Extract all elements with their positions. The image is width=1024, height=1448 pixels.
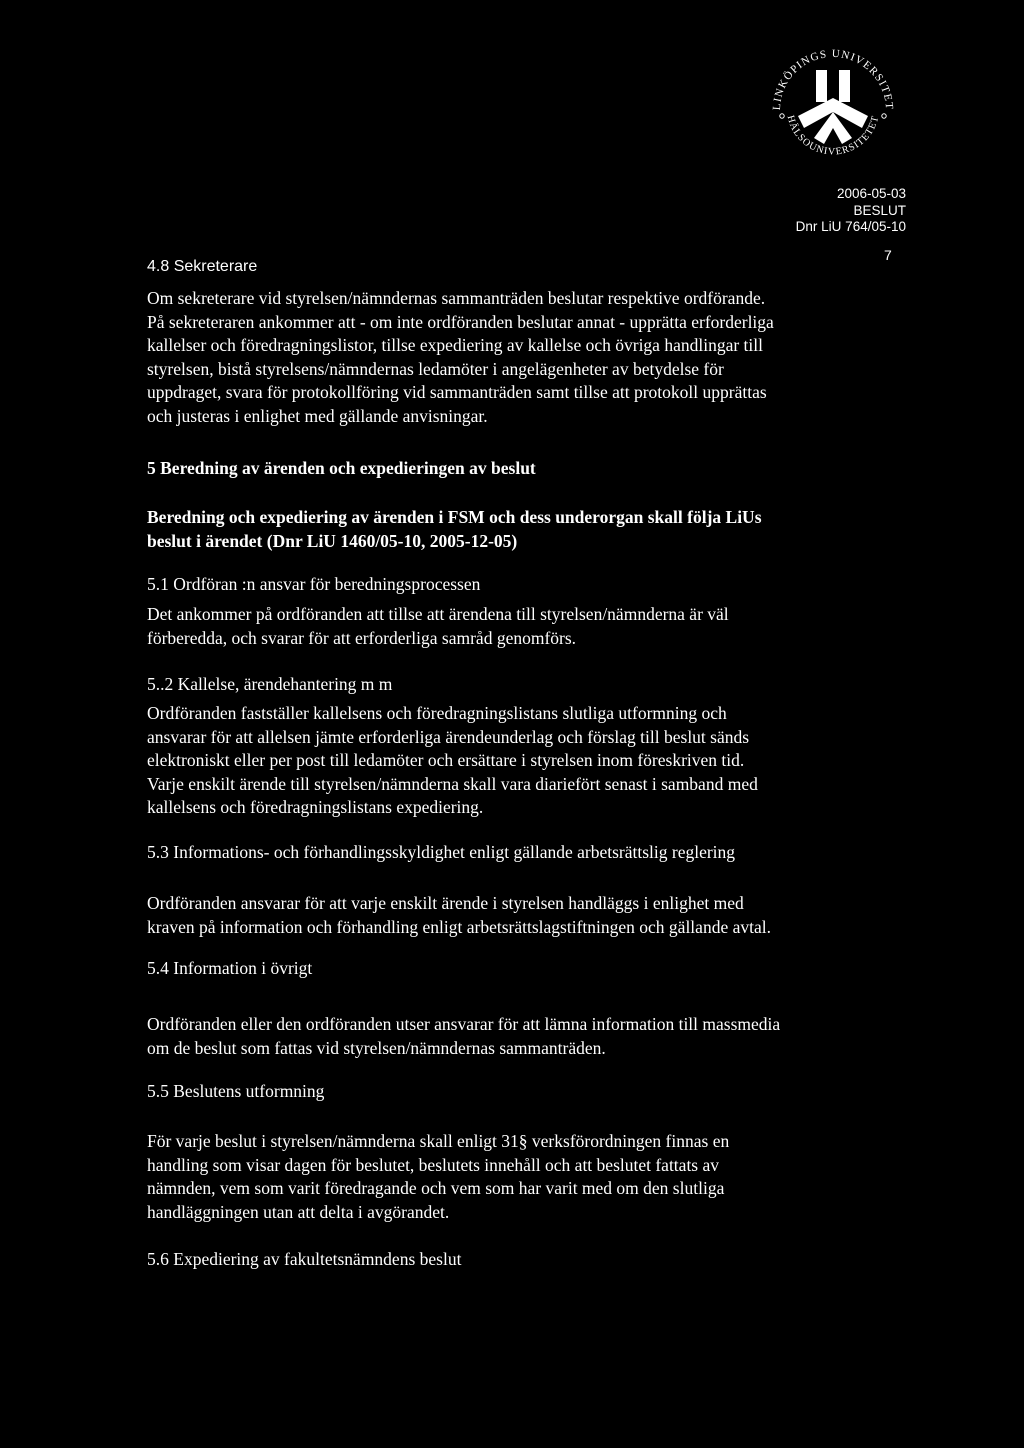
text-line: kallelsens och föredragningslistans expediering. bbox=[147, 797, 484, 817]
text-line: handling som visar dagen för beslutet, beslutets innehåll och att beslutet fattats av bbox=[147, 1154, 720, 1175]
logo-bottom-text: HÄLSOUNIVERSITETET bbox=[784, 114, 882, 158]
text-line: Ordföranden ansvarar för att varje enskilt ärende i styrelsen handläggs i enlighet med bbox=[147, 893, 744, 913]
section-5-1-heading: 5.1 Ordföran :n ansvar för beredningsprocessen bbox=[147, 574, 481, 594]
text-line: elektroniskt eller per post till ledamöter och ersättare i styrelsen inom föreskriven tid. bbox=[147, 750, 745, 770]
university-seal-icon bbox=[758, 40, 908, 170]
text-line: förberedda, och svarar för att erforderliga samråd genomförs. bbox=[147, 627, 577, 648]
text-line: styrelsen, bistå styrelsens/nämndernas ledamöter i angelägenheter av betydelse för bbox=[147, 358, 724, 379]
section-5-1-body bbox=[147, 603, 912, 650]
text-line: På sekreteraren ankommer att - om inte ordföranden beslutar annat - upprätta erforderliga bbox=[147, 311, 774, 332]
section-5-2-heading: 5..2 Kallelse, ärendehantering m m bbox=[147, 674, 393, 694]
text-line: kallelser och föredragningslistor, tillse expediering av kallelse och övriga handlingar till bbox=[147, 335, 763, 355]
section-4-8-body bbox=[147, 287, 912, 428]
text-line: För varje beslut i styrelsen/nämnderna skall enligt 31§ verksförordningen finnas en bbox=[147, 1131, 730, 1151]
text-line: Varje enskilt ärende till styrelsen/nämnderna skall vara diariefört senast i samband med bbox=[147, 773, 758, 794]
section-4-8-heading: 4.8 Sekreterare bbox=[147, 258, 258, 275]
text-line: Det ankommer på ordföranden att tillse att ärendena till styrelsen/nämnderna är väl bbox=[147, 604, 729, 624]
document-dnr: Dnr LiU 764/05-10 bbox=[795, 219, 906, 234]
text-line: Ordföranden fastställer kallelsens och föredragningslistans slutliga utformning och bbox=[147, 703, 727, 723]
text-line: handläggningen utan att delta i avgörandet. bbox=[147, 1201, 450, 1222]
text-line: beslut i ärendet (Dnr LiU 1460/05-10, 2005-12-05) bbox=[147, 530, 518, 551]
section-5-body bbox=[147, 506, 912, 553]
document-meta bbox=[796, 186, 906, 236]
section-5-4-body bbox=[147, 1013, 912, 1060]
section-5-heading: 5 Beredning av ärenden och expedieringen av beslut bbox=[147, 458, 536, 478]
logo-top-text: LINKÖPINGS UNIVERSITET bbox=[770, 47, 896, 111]
page-number: 7 bbox=[884, 247, 892, 263]
text-line: och justeras i enlighet med gällande anvisningar. bbox=[147, 405, 488, 426]
text-line: ansvarar för att allelsen jämte erforderliga ärendeunderlag och förslag till beslut sänds bbox=[147, 726, 750, 747]
text-line: Ordföranden eller den ordföranden utser ansvarar för att lämna information till massmedia bbox=[147, 1014, 781, 1034]
section-5-6-heading: 5.6 Expediering av fakultetsnämndens beslut bbox=[147, 1249, 462, 1269]
section-5-5-heading: 5.5 Beslutens utformning bbox=[147, 1081, 325, 1101]
section-5-3-heading: 5.3 Informations- och förhandlingsskyldighet enligt gällande arbetsrättslig reglering bbox=[147, 842, 736, 862]
text-line: Beredning och expediering av ärenden i FSM och dess underorgan skall följa LiUs bbox=[147, 507, 762, 527]
university-logo bbox=[758, 40, 908, 170]
section-5-2-body bbox=[147, 702, 912, 820]
text-line: kraven på information och förhandling enligt arbetsrättslagstiftningen och gällande avtal. bbox=[147, 916, 771, 937]
text-line: Om sekreterare vid styrelsen/nämndernas sammanträden beslutar respektive ordförande. bbox=[147, 288, 766, 308]
text-line: om de beslut som fattas vid styrelsen/nämndernas sammanträden. bbox=[147, 1037, 606, 1058]
text-line: uppdraget, svara för protokollföring vid sammanträden samt tillse att protokoll upprättas bbox=[147, 382, 767, 402]
section-5-3-body bbox=[147, 892, 912, 939]
document-date: 2006-05-03 bbox=[836, 186, 906, 201]
section-5-5-body bbox=[147, 1130, 912, 1224]
section-5-4-heading: 5.4 Information i övrigt bbox=[147, 958, 313, 978]
document-status: BESLUT bbox=[853, 202, 906, 218]
text-line: nämnden, vem som varit föredragande och vem som har varit med om den slutliga bbox=[147, 1178, 725, 1198]
